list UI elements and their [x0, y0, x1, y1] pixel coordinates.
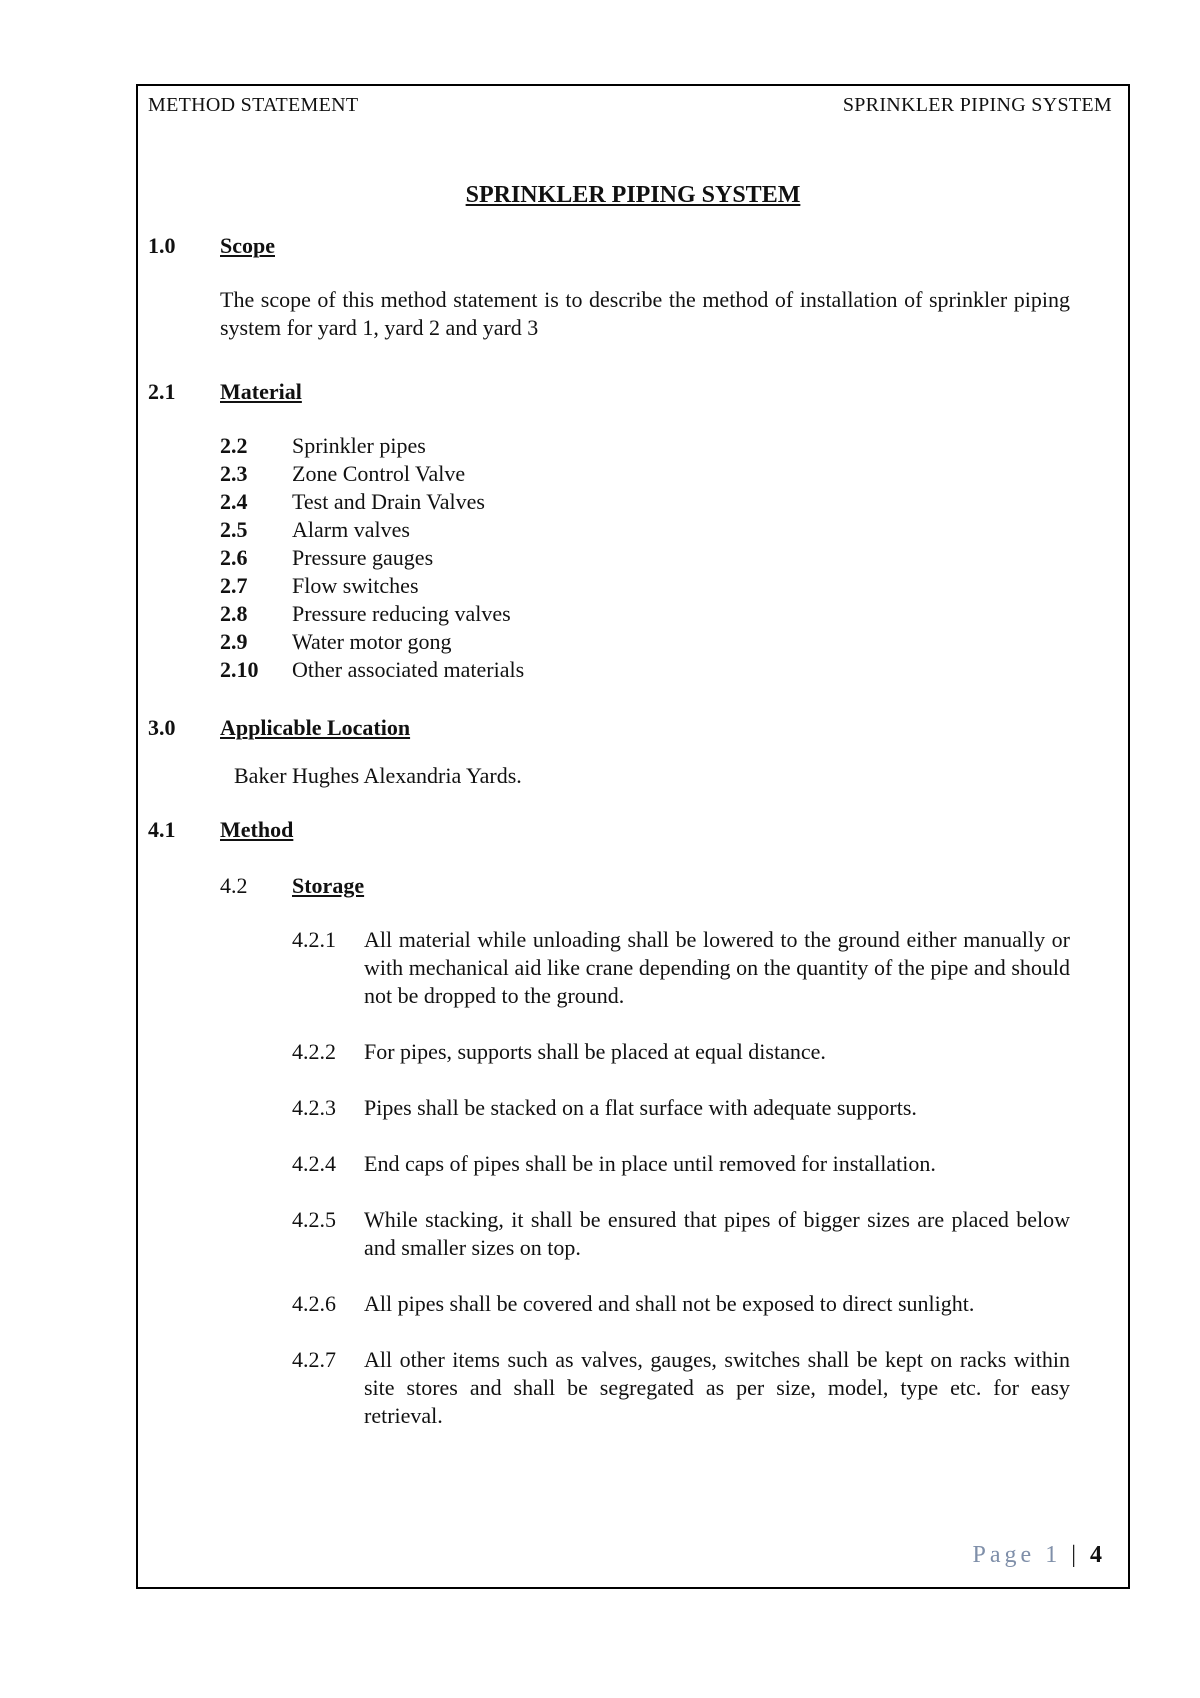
scope-text: The scope of this method statement is to describe the method of installation of sprinkler piping system for yard 1, yard 2 and yard 3: [220, 287, 1070, 340]
page-footer: [973, 1542, 1106, 1569]
storage-item-text: End caps of pipes shall be in place until removed for installation.: [364, 1151, 936, 1176]
material-item-number: 2.9: [220, 629, 248, 654]
material-item-number: 2.5: [220, 517, 248, 542]
section-number: 4.1: [148, 817, 176, 842]
material-item-label: Zone Control Valve: [292, 461, 466, 486]
material-item-label: Water motor gong: [292, 629, 452, 654]
section-number: 1.0: [148, 233, 176, 258]
storage-item-text: All other items such as valves, gauges, switches shall be kept on racks within site stores and shall be segregated as per size, model, type etc. for easy retrieval.: [364, 1347, 1070, 1428]
document-title: SPRINKLER PIPING SYSTEM: [465, 182, 801, 208]
section-heading: Material: [220, 379, 302, 404]
header-left: METHOD STATEMENT: [148, 94, 359, 116]
material-item-label: Pressure gauges: [292, 545, 434, 570]
subsection-number: 4.2: [220, 873, 248, 898]
material-item-label: Alarm valves: [292, 517, 410, 542]
storage-item-number: 4.2.4: [292, 1151, 336, 1176]
footer-page-word: Page: [972, 1542, 1036, 1568]
material-item-number: 2.8: [220, 601, 248, 626]
page-frame: [136, 84, 1130, 1589]
material-item-number: 2.10: [220, 657, 259, 682]
storage-item-text: While stacking, it shall be ensured that pipes of bigger sizes are placed below and smaller sizes on top.: [364, 1207, 1070, 1260]
subsection-heading: Storage: [292, 873, 365, 898]
material-item-number: 2.3: [220, 461, 248, 486]
storage-item-number: 4.2.6: [292, 1291, 336, 1316]
material-item-label: Sprinkler pipes: [292, 433, 426, 458]
material-item-label: Flow switches: [292, 573, 419, 598]
material-item-number: 2.6: [220, 545, 248, 570]
footer-page-total: 4: [1090, 1542, 1106, 1568]
storage-item-number: 4.2.2: [292, 1039, 336, 1064]
storage-item-text: Pipes shall be stacked on a flat surface with adequate supports.: [364, 1095, 917, 1120]
storage-item-number: 4.2.3: [292, 1095, 336, 1120]
section-number: 3.0: [148, 715, 176, 740]
header-right: SPRINKLER PIPING SYSTEM: [842, 94, 1112, 116]
storage-item-text: All material while unloading shall be lowered to the ground either manually or with mechanical aid like crane depending on the quantity of the pipe and should not be dropped to the ground.: [364, 927, 1070, 1008]
material-item-label: Test and Drain Valves: [292, 489, 485, 514]
storage-item-number: 4.2.5: [292, 1207, 336, 1232]
section-heading: Applicable Location: [220, 715, 411, 740]
storage-item-number: 4.2.7: [292, 1347, 336, 1372]
material-item-label: Other associated materials: [292, 657, 525, 682]
material-item-number: 2.7: [220, 573, 248, 598]
material-item-label: Pressure reducing valves: [292, 601, 511, 626]
footer-separator: |: [1071, 1542, 1080, 1568]
location-text: Baker Hughes Alexandria Yards.: [234, 763, 522, 788]
storage-item-text: For pipes, supports shall be placed at equal distance.: [364, 1039, 826, 1064]
storage-item-text: All pipes shall be covered and shall not be exposed to direct sunlight.: [364, 1291, 975, 1316]
section-number: 2.1: [148, 379, 176, 404]
storage-item-number: 4.2.1: [292, 927, 336, 952]
section-heading: Method: [220, 817, 294, 842]
page-header: [148, 90, 1112, 120]
material-item-number: 2.4: [220, 489, 248, 514]
section-heading: Scope: [220, 233, 275, 258]
footer-page-current: 1: [1045, 1542, 1062, 1568]
material-item-number: 2.2: [220, 433, 248, 458]
